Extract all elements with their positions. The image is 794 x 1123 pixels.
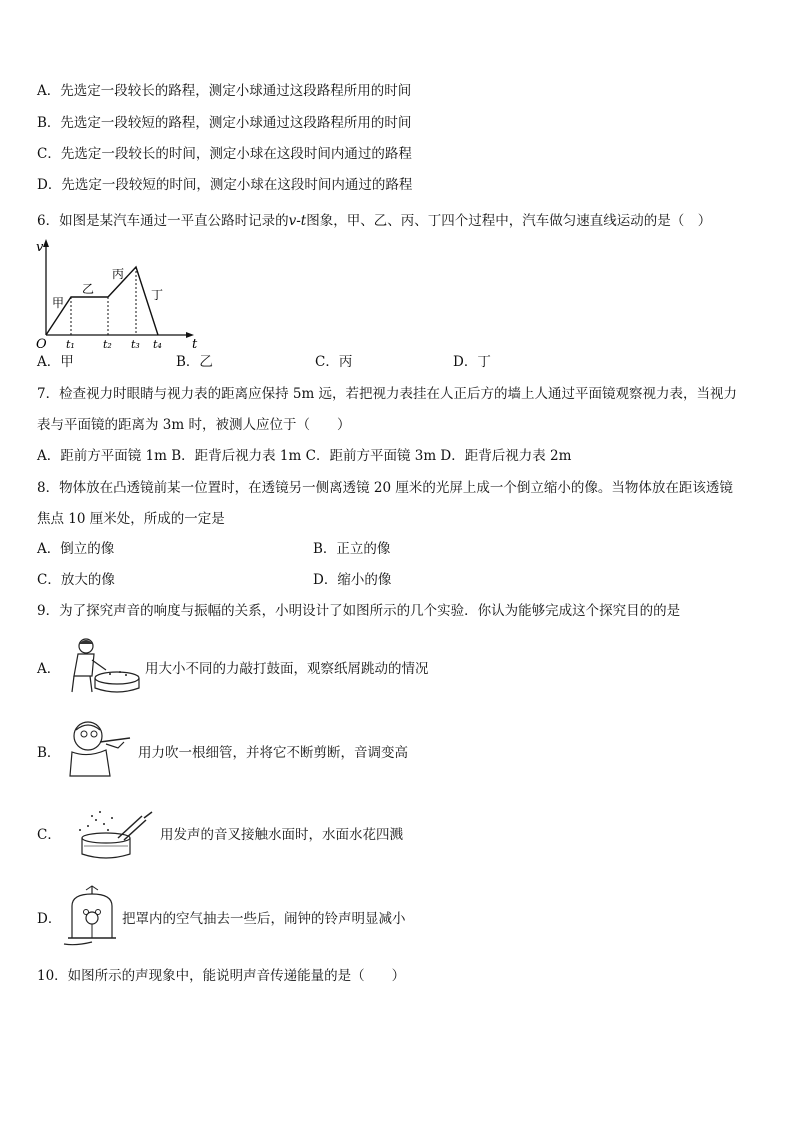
q8-option-b: B．正立的像	[313, 541, 391, 557]
q6-option-b: B．乙	[176, 354, 213, 370]
tick-t1: t₁	[66, 338, 75, 351]
q8-option-c: C．放大的像	[37, 572, 115, 588]
q8-stem-line1: 8．物体放在凸透镜前某一位置时，在透镜另一侧离透镜 20 厘米的光屏上成一个倒立缩小的像。当物体放在距该透镜	[37, 480, 733, 496]
bell-jar-clock-icon	[62, 884, 122, 950]
q7-options: A．距前方平面镜 1m B．距背后视力表 1m C．距前方平面镜 3m D．距背后视力表 2m	[37, 448, 572, 464]
segment-ding: 丁	[151, 288, 164, 302]
q6-stem-pre: 6．如图是某汽车通过一平直公路时记录的	[37, 213, 289, 229]
q6-stem	[37, 212, 711, 230]
tick-t2: t₂	[103, 338, 112, 351]
segment-bing: 丙	[112, 267, 125, 281]
tick-t4: t₄	[153, 338, 162, 351]
q5-option-c: C．先选定一段较长的时间，测定小球在这段时间内通过的路程	[37, 146, 412, 162]
q7-stem-line2: 表与平面镜的距离为 3m 时，被测人应位于（ ）	[37, 417, 351, 433]
q8-options-row2	[37, 571, 437, 589]
q8-option-d: D．缩小的像	[313, 572, 392, 588]
segment-yi: 乙	[82, 282, 95, 296]
q5-option-b: B．先选定一段较短的路程，测定小球通过这段路程所用的时间	[37, 115, 412, 131]
axis-v-label: v	[36, 240, 44, 255]
q9-option-b-text: 用力吹一根细管，并将它不断剪断，音调变高	[138, 745, 408, 761]
q6-option-d: D．丁	[453, 354, 491, 370]
q10-stem: 10．如图所示的声现象中，能说明声音传递能量的是（ ）	[37, 968, 406, 984]
drum-experiment-icon	[62, 636, 142, 696]
q5-option-d: D．先选定一段较短的时间，测定小球在这段时间内通过的路程	[37, 177, 413, 193]
q6-stem-post: 图象，甲、乙、丙、丁四个过程中，汽车做匀速直线运动的是（ ）	[306, 213, 712, 229]
q5-option-a: A．先选定一段较长的路程，测定小球通过这段路程所用的时间	[37, 83, 412, 99]
q8-option-a: A．倒立的像	[37, 541, 115, 557]
tuning-fork-water-icon	[68, 808, 158, 863]
q9-option-a-text: 用大小不同的力敲打鼓面，观察纸屑跳动的情况	[145, 661, 429, 677]
axis-t-label: t	[192, 337, 198, 352]
q6-options	[37, 353, 557, 371]
q9-option-d-label: D．	[37, 911, 62, 927]
q9-option-c-label: C．	[37, 827, 61, 843]
q6-option-c: C．丙	[315, 354, 353, 370]
q9-option-a-label: A．	[37, 661, 61, 677]
q9-option-b-label: B．	[37, 745, 61, 761]
q8-stem-line2: 焦点 10 厘米处，所成的一定是	[37, 511, 225, 527]
q9-option-d-text: 把罩内的空气抽去一些后，闹钟的铃声明显减小	[122, 911, 406, 927]
origin-label: O	[36, 337, 47, 352]
vt-graph	[32, 237, 202, 352]
q6-option-a: A．甲	[37, 354, 74, 370]
blowing-tube-icon	[66, 718, 136, 780]
q8-options-row1	[37, 540, 437, 558]
q9-stem: 9．为了探究声音的响度与振幅的关系，小明设计了如图所示的几个实验．你认为能够完成这个探究目的的是	[37, 603, 681, 619]
q7-stem-line1: 7．检查视力时眼睛与视力表的距离应保持 5m 远，若把视力表挂在人正后方的墙上人通过平面镜观察视力表，当视力	[37, 386, 738, 402]
q9-option-c-text: 用发声的音叉接触水面时，水面水花四溅	[160, 827, 403, 843]
q6-stem-vt: v-t	[288, 213, 307, 229]
v-axis-arrow	[43, 239, 49, 247]
segment-jia: 甲	[52, 296, 65, 310]
tick-t3: t₃	[131, 338, 140, 351]
